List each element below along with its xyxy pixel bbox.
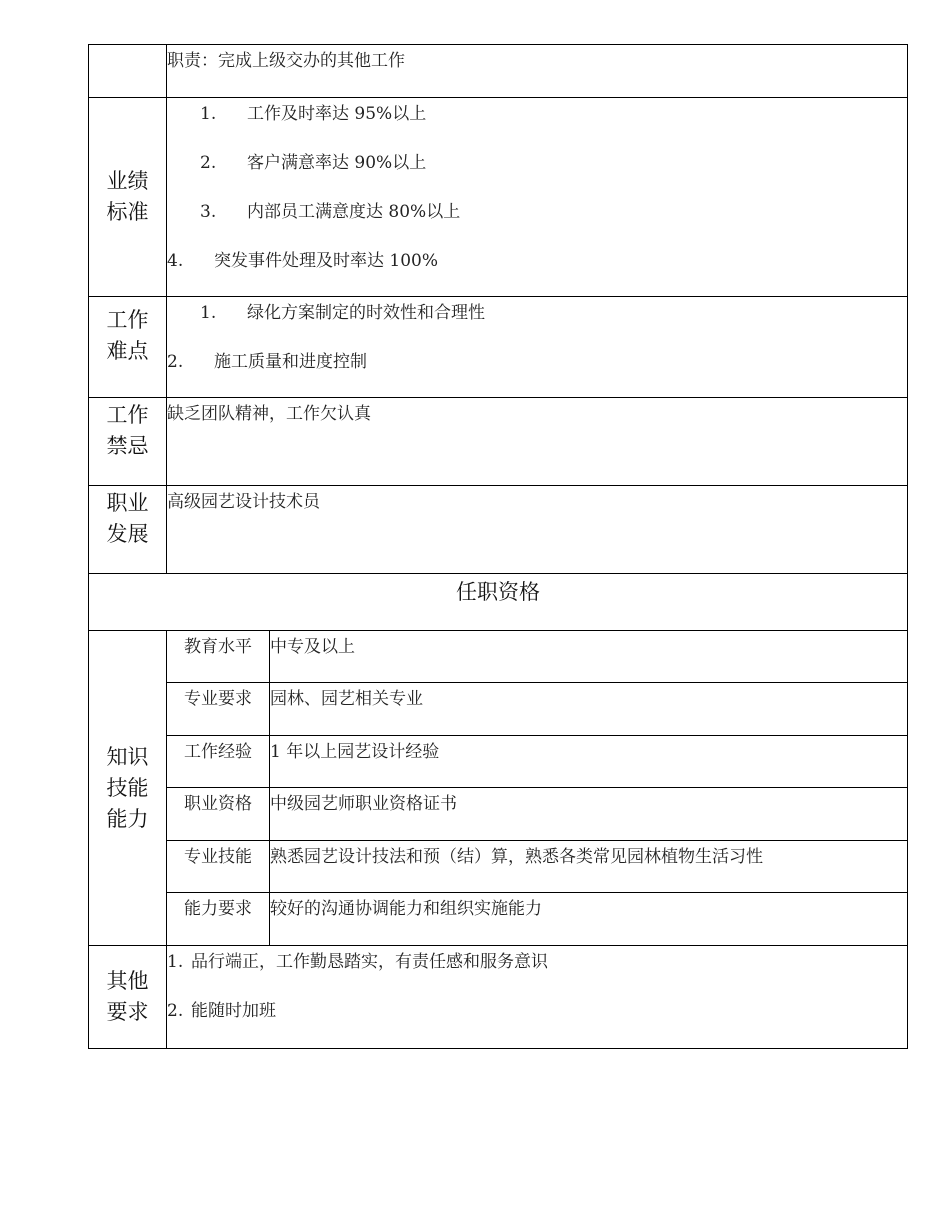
list-item-number: 1. xyxy=(167,952,184,972)
list-item-number: 1. xyxy=(200,303,217,323)
job-description-table xyxy=(88,44,908,1049)
qualification-row xyxy=(89,788,908,841)
list-item-text: 能随时加班 xyxy=(191,1001,276,1021)
performance-label: 业绩标准 xyxy=(106,169,149,224)
taboo-content xyxy=(167,398,908,486)
qualification-label: 教育水平 xyxy=(167,631,270,683)
qualification-label: 工作经验 xyxy=(167,736,270,788)
qualifications-group-label-cell xyxy=(89,631,167,946)
qualification-row xyxy=(89,631,908,683)
performance-content xyxy=(167,98,908,297)
taboo-label: 工作禁忌 xyxy=(106,403,149,458)
qualification-value: 较好的沟通协调能力和组织实施能力 xyxy=(270,893,908,946)
list-item-text: 绿化方案制定的时效性和合理性 xyxy=(247,303,485,323)
qualification-label: 专业要求 xyxy=(167,683,270,736)
list-item xyxy=(167,200,907,249)
list-item xyxy=(167,301,907,350)
list-item-text: 施工质量和进度控制 xyxy=(214,352,367,372)
qualification-label: 专业技能 xyxy=(167,841,270,893)
duty-row xyxy=(89,45,908,98)
list-item-text: 内部员工满意度达 80%以上 xyxy=(247,202,461,222)
list-item xyxy=(167,102,907,151)
qualification-row xyxy=(89,841,908,893)
other-content xyxy=(167,946,908,1049)
qualification-row xyxy=(89,683,908,736)
list-item xyxy=(167,950,907,999)
career-row xyxy=(89,486,908,574)
qualification-value: 熟悉园艺设计技法和预（结）算，熟悉各类常见园林植物生活习性 xyxy=(270,841,908,893)
duty-label-cell xyxy=(89,45,167,98)
list-item-text: 品行端正，工作勤恳踏实，有责任感和服务意识 xyxy=(191,952,548,972)
qualifications-group-label: 知识技能能力 xyxy=(106,744,149,831)
qualification-value: 中专及以上 xyxy=(270,631,908,683)
list-item-number: 3. xyxy=(200,202,217,222)
list-item-text: 客户满意率达 90%以上 xyxy=(247,153,427,173)
list-item-number: 2. xyxy=(167,352,184,372)
qualifications-header: 任职资格 xyxy=(89,574,908,631)
qualification-row xyxy=(89,736,908,788)
difficulty-row xyxy=(89,297,908,398)
performance-row xyxy=(89,98,908,297)
duty-cell xyxy=(167,45,908,98)
career-label: 职业发展 xyxy=(106,491,149,546)
qualification-value: 园林、园艺相关专业 xyxy=(270,683,908,736)
career-label-cell xyxy=(89,486,167,574)
taboo-row xyxy=(89,398,908,486)
career-content xyxy=(167,486,908,574)
other-label-cell xyxy=(89,946,167,1049)
other-label: 其他要求 xyxy=(106,969,149,1024)
qualification-label: 能力要求 xyxy=(167,893,270,946)
other-row xyxy=(89,946,908,1049)
list-item-number: 4. xyxy=(167,251,184,271)
difficulty-label-cell xyxy=(89,297,167,398)
career-text: 高级园艺设计技术员 xyxy=(167,492,320,512)
difficulty-content xyxy=(167,297,908,398)
qualification-value: 中级园艺师职业资格证书 xyxy=(270,788,908,841)
qualification-label: 职业资格 xyxy=(167,788,270,841)
list-item-number: 2. xyxy=(167,1001,184,1021)
qualification-value: 1 年以上园艺设计经验 xyxy=(270,736,908,788)
list-item-text: 突发事件处理及时率达 100% xyxy=(214,251,439,271)
list-item-number: 2. xyxy=(200,153,217,173)
difficulty-label: 工作难点 xyxy=(106,308,149,363)
list-item xyxy=(167,999,907,1048)
list-item xyxy=(167,151,907,200)
performance-label-cell xyxy=(89,98,167,297)
duty-text: 职责：完成上级交办的其他工作 xyxy=(167,51,405,71)
taboo-text: 缺乏团队精神，工作欠认真 xyxy=(167,404,371,424)
list-item xyxy=(167,249,907,295)
list-item-text: 工作及时率达 95%以上 xyxy=(247,104,427,124)
qualification-row xyxy=(89,893,908,946)
list-item xyxy=(167,350,907,396)
list-item-number: 1. xyxy=(200,104,217,124)
taboo-label-cell xyxy=(89,398,167,486)
qualifications-header-row xyxy=(89,574,908,631)
